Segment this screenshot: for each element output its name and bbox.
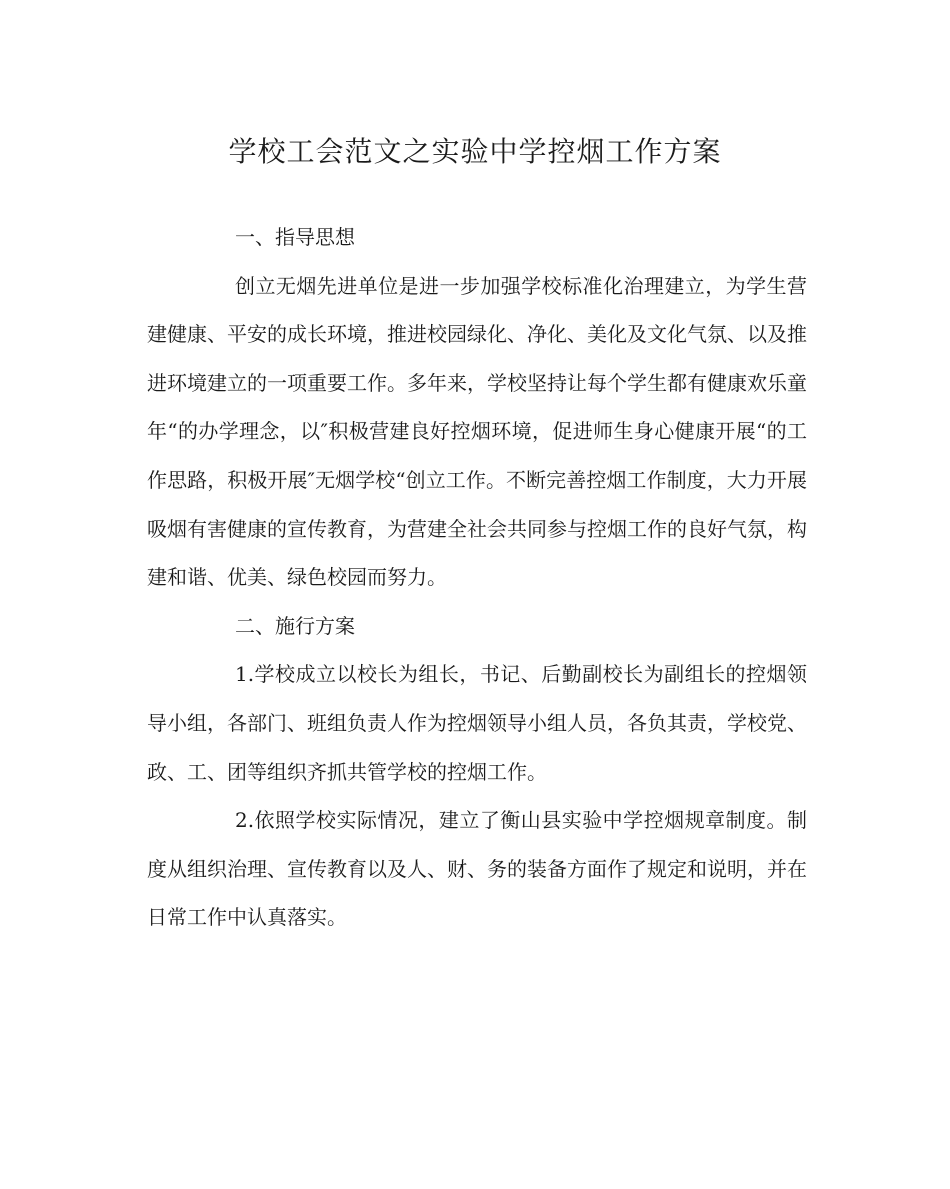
section-heading: 一、指导思想: [235, 225, 355, 249]
paragraph: 创立无烟先进单位是进一步加强学校标准化治理建立，为学生营建健康、平安的成长环境，推进校园绿化、净化、美化及文化气氛、以及推进环境建立的一项重要工作。多年来，学校坚持让每个学生都有健康欢乐童年“的办学理念，以″积极营建良好控烟环境，促进师生身心健康开展“的工作思路，积极开展″无烟学校“创立工作。不断完善控烟工作制度，大力开展吸烟有害健康的宣传教育，为营建全社会共同参与控烟工作的良好气氛，构建和谐、优美、绿色校园而努力。: [147, 273, 807, 590]
paragraph: 2.依照学校实际情况，建立了衡山县实验中学控烟规章制度。制度从组织治理、宣传教育以及人、财、务的装备方面作了规定和说明，并在日常工作中认真落实。: [147, 808, 807, 930]
section-implementation-plan: [147, 602, 807, 942]
document-body: [147, 213, 807, 942]
section-guiding-ideology: [147, 213, 807, 602]
paragraph: 1.学校成立以校长为组长，书记、后勤副校长为副组长的控烟领导小组，各部门、班组负责人作为控烟领导小组人员，各负其责，学校党、政、工、团等组织齐抓共管学校的控烟工作。: [147, 662, 807, 784]
document-title: 学校工会范文之实验中学控烟工作方案: [228, 135, 722, 168]
section-heading: 二、施行方案: [235, 613, 355, 638]
